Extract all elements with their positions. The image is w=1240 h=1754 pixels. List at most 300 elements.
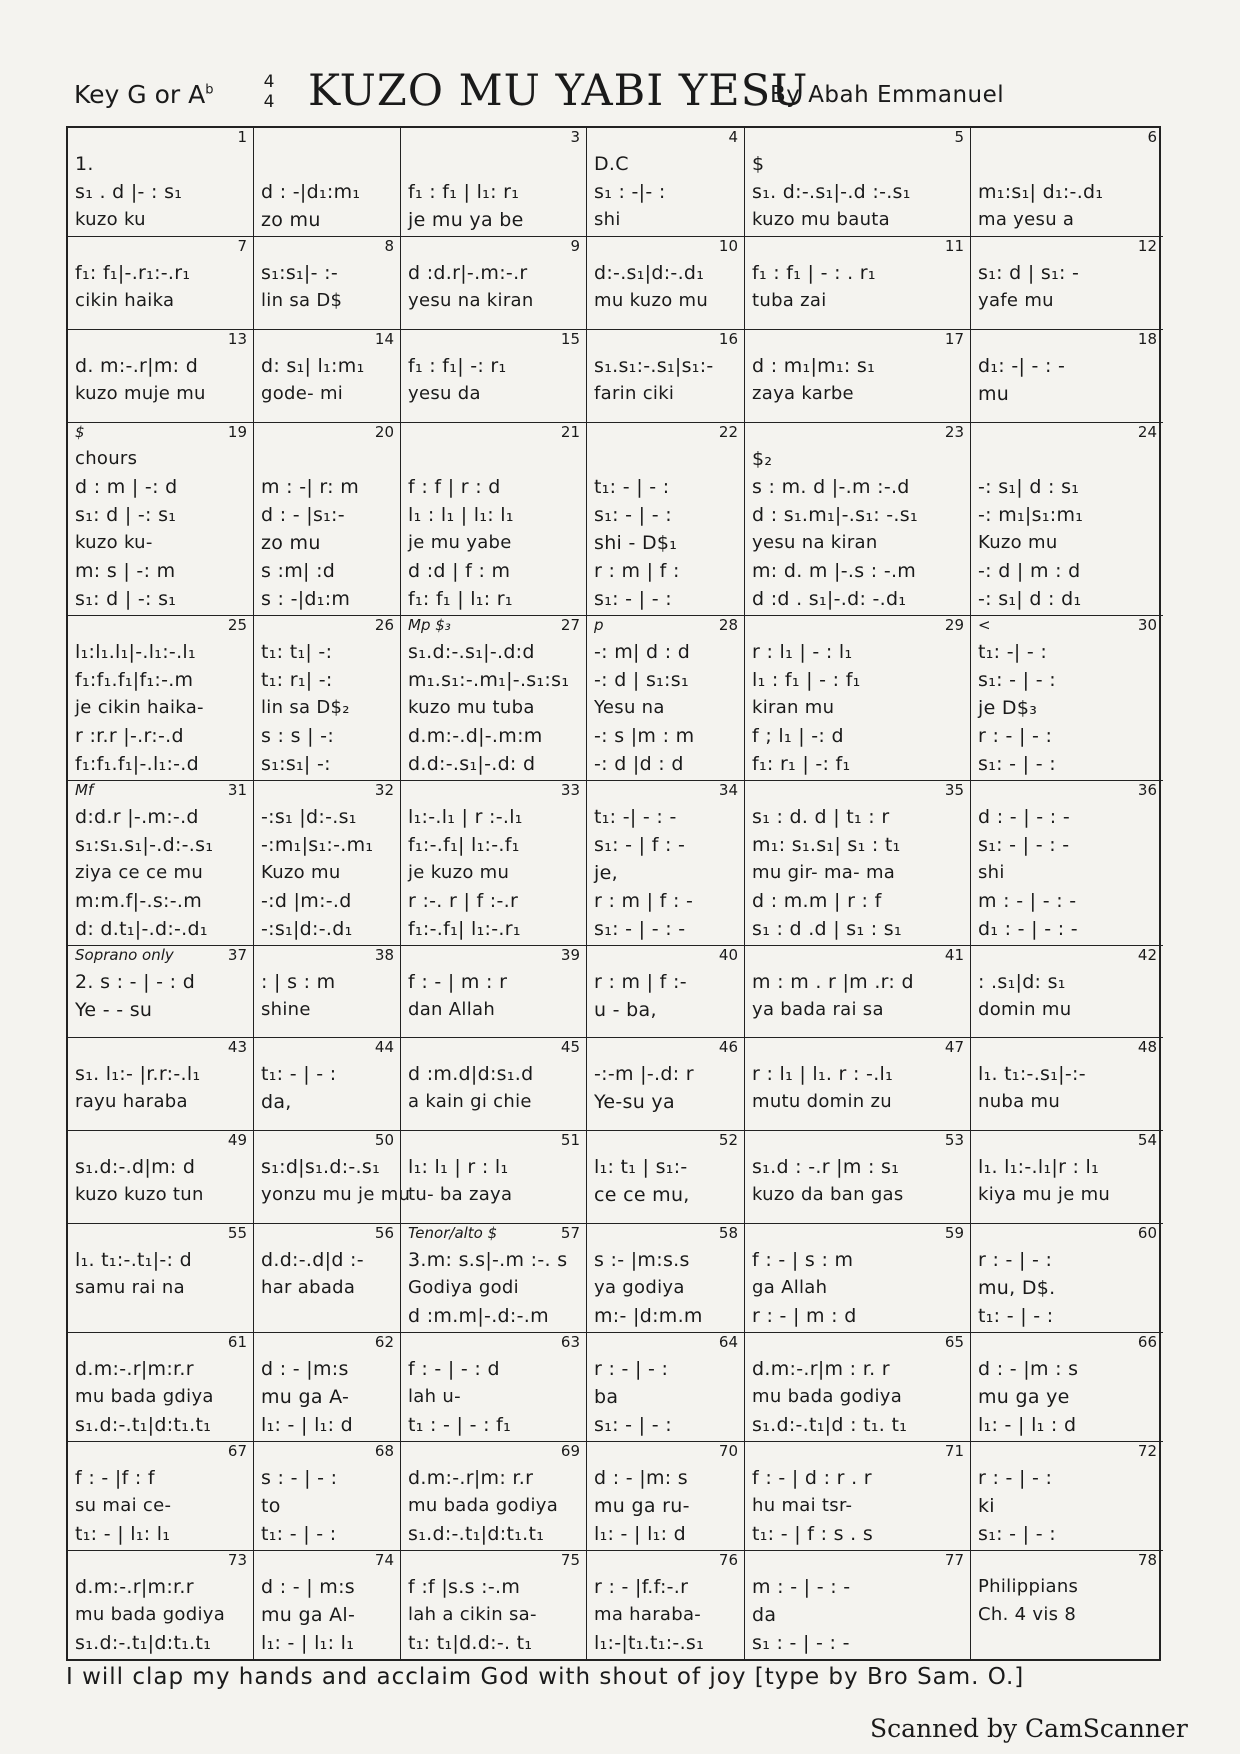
- measure-cell: [745, 237, 971, 330]
- notation-line: mu, D$.: [978, 1277, 1056, 1299]
- measure-cell: [254, 781, 401, 946]
- notation-line: d.m:-.r|m : r. r: [752, 1358, 890, 1380]
- measure-cell: [401, 946, 587, 1039]
- measure-cell: [401, 1333, 587, 1442]
- notation-line: $₂: [752, 447, 773, 470]
- notation-line: har abada: [261, 1277, 356, 1298]
- notation-line: mu kuzo mu: [594, 290, 709, 311]
- notation-line: s₁ : - | - : -: [752, 1632, 850, 1654]
- measure-number: 31: [227, 780, 247, 799]
- notation-line: m: d. m |-.s : -.m: [752, 559, 917, 582]
- measure-cell: [745, 1333, 971, 1442]
- measure-cell: [254, 1442, 401, 1551]
- notation-line: hu mai tsr-: [752, 1495, 853, 1516]
- notation-line: s₁: - | - : -: [978, 833, 1070, 856]
- notation-line: f₁:f₁.f₁|f₁:-.m: [75, 668, 194, 691]
- notation-line: ziya ce ce mu: [75, 861, 204, 883]
- notation-line: d:d.r |-.m:-.d: [75, 805, 199, 828]
- notation-line: d :m.d|d:s₁.d: [408, 1063, 534, 1086]
- measure-number: 65: [944, 1333, 964, 1351]
- notation-line: gode- mi: [261, 382, 344, 404]
- measure-number: 17: [944, 329, 964, 348]
- notation-line: r : m | f :-: [594, 970, 687, 993]
- notation-line: ma haraba-: [594, 1604, 702, 1625]
- notation-line: f : - |f : f: [75, 1467, 155, 1489]
- notation-line: su mai ce-: [75, 1495, 172, 1516]
- measure-cell: [745, 423, 971, 616]
- measure-cell: [68, 128, 254, 237]
- notation-line: s₁.d:-.s₁|-.d:d: [408, 640, 535, 663]
- notation-line: d : m | -: d: [75, 475, 178, 498]
- measure-number: 55: [227, 1224, 247, 1242]
- notation-line: s₁.d : -.r |m : s₁: [752, 1156, 900, 1179]
- measure-number: 64: [718, 1333, 738, 1351]
- measure-cell: [587, 423, 745, 616]
- notation-line: mu bada godiya: [408, 1495, 559, 1516]
- notation-line: -:m₁|s₁:-.m₁: [261, 833, 374, 856]
- notation-line: yesu na kiran: [408, 290, 534, 311]
- measure-number: 45: [560, 1038, 580, 1057]
- measure-cell: [971, 330, 1163, 423]
- notation-line: chours: [75, 447, 138, 469]
- notation-line: -:-m |-.d: r: [594, 1063, 694, 1086]
- measure-number: 54: [1137, 1131, 1157, 1150]
- notation-line: d:-.s₁|d:-.d₁: [594, 262, 705, 284]
- key-flat: b: [205, 82, 214, 98]
- notation-line: f₁:-.f₁| l₁:-.f₁: [408, 833, 520, 856]
- notation-line: kuzo ku: [75, 209, 146, 230]
- notation-line: d : m₁|m₁: s₁: [752, 354, 876, 377]
- notation-line: m : m . r |m .r: d: [752, 970, 914, 993]
- measure-cell: [587, 1551, 745, 1659]
- notation-line: Ye-su ya: [594, 1091, 675, 1114]
- notation-line: kuzo mu tuba: [408, 696, 535, 718]
- notation-line: mu ga ye: [978, 1386, 1070, 1408]
- notation-line: [978, 445, 1158, 473]
- notation-line: -: d | m : d: [978, 559, 1081, 582]
- notation-line: Yesu na: [594, 696, 665, 718]
- measure-number: 69: [560, 1442, 580, 1460]
- measure-marking: <: [978, 615, 991, 634]
- notation-line: t₁: -| - :: [978, 640, 1048, 663]
- notation-line: 1.: [75, 153, 94, 175]
- measure-cell: [587, 128, 745, 237]
- notation-line: m₁.s₁:-.m₁|-.s₁:s₁: [408, 668, 570, 691]
- notation-line: -:d |m:-.d: [261, 889, 352, 912]
- measure-number: 10: [718, 237, 738, 255]
- measure-number: 7: [237, 237, 247, 255]
- notation-line: s₁: - | f : -: [594, 833, 686, 856]
- notation-line: s :m| :d: [261, 559, 336, 582]
- song-title: KUZO MU YABI YESU: [308, 66, 809, 116]
- notation-line: s₁: - | - : -: [594, 917, 686, 940]
- notation-line: m : - | - : -: [978, 889, 1077, 912]
- measure-number: 50: [374, 1131, 394, 1150]
- notation-line: mu gir- ma- ma: [752, 861, 896, 883]
- notation-line: tu- ba zaya: [408, 1184, 513, 1206]
- notation-line: d : - |m: s: [594, 1467, 688, 1489]
- notation-line: l₁:l₁.l₁|-.l₁:-.l₁: [75, 640, 196, 663]
- notation-line: yonzu mu je mu: [261, 1184, 411, 1206]
- notation-line: Kuzo mu: [261, 861, 341, 883]
- notation-line: s₁ : d .d | s₁ : s₁: [752, 917, 902, 940]
- measure-number: 5: [954, 128, 964, 146]
- notation-line: to: [261, 1495, 281, 1517]
- notation-line: r :-. r | f :-.r: [408, 889, 519, 912]
- notation-line: kuzo da ban gas: [752, 1184, 904, 1206]
- notation-line: r : m | f :: [594, 559, 680, 582]
- measure-cell: [254, 237, 401, 330]
- notation-line: [594, 445, 739, 473]
- measure-cell: [745, 781, 971, 946]
- measure-cell: [745, 616, 971, 781]
- notation-line: rayu haraba: [75, 1091, 188, 1113]
- notation-line: u - ba,: [594, 998, 657, 1021]
- notation-line: d : - | m:s: [261, 1576, 355, 1598]
- notation-line: d : - |s₁:-: [261, 503, 345, 526]
- measure-number: 20: [374, 422, 394, 441]
- measure-cell: [745, 1131, 971, 1224]
- notation-line: r : - | - :: [594, 1358, 669, 1380]
- notation-line: je kuzo mu: [408, 861, 510, 883]
- measure-cell: [254, 1131, 411, 1224]
- notation-line: mu bada godiya: [752, 1386, 903, 1407]
- notation-line: shi: [594, 209, 621, 230]
- notation-line: f : - | m : r: [408, 970, 508, 993]
- measure-cell: [254, 1551, 401, 1659]
- notation-line: -:s₁|d:-.d₁: [261, 917, 353, 940]
- notation-line: f ; l₁ | -: d: [752, 724, 844, 747]
- measure-cell: [401, 330, 587, 423]
- measure-cell: [254, 423, 401, 616]
- notation-line: s₁: d | -: s₁: [75, 503, 177, 526]
- measure-cell: [68, 423, 254, 616]
- notation-line: r : - | - :: [978, 1467, 1053, 1489]
- measure-marking: Mp $₃: [408, 615, 451, 634]
- measure-number: 47: [944, 1038, 964, 1057]
- measure-number: 8: [384, 237, 394, 255]
- notation-line: l₁: t₁ | s₁:-: [594, 1156, 688, 1179]
- notation-line: samu rai na: [75, 1277, 185, 1298]
- time-top: 4: [263, 72, 275, 92]
- measure-number: 38: [374, 945, 394, 964]
- measure-cell: [254, 330, 401, 423]
- measure-cell: [254, 1224, 401, 1333]
- notation-line: Kuzo mu: [978, 531, 1058, 553]
- measure-cell: [587, 1131, 745, 1224]
- measure-cell: [745, 330, 971, 423]
- notation-line: kiran mu: [752, 696, 835, 718]
- measure-marking: $: [75, 422, 85, 441]
- notation-line: s₁: - | - :: [594, 503, 672, 526]
- measure-cell: [401, 237, 587, 330]
- notation-line: Ye - - su: [75, 998, 153, 1021]
- notation-line: yesu da: [408, 382, 481, 404]
- measure-number: 39: [560, 945, 580, 964]
- measure-number: 40: [718, 945, 738, 964]
- notation-line: a kain gi chie: [408, 1091, 532, 1113]
- notation-line: mutu domin zu: [752, 1091, 892, 1113]
- measure-number: 42: [1137, 945, 1157, 964]
- measure-number: 41: [944, 945, 964, 964]
- measure-cell: [587, 946, 745, 1039]
- measure-number: 44: [374, 1038, 394, 1057]
- notation-line: ya godiya: [594, 1277, 685, 1298]
- notation-line: f₁ : f₁| -: r₁: [408, 354, 507, 377]
- measure-cell: [254, 946, 401, 1039]
- measure-cell: [745, 1551, 971, 1659]
- notation-line: -:s₁ |d:-.s₁: [261, 805, 357, 828]
- measure-number: 37: [227, 945, 247, 964]
- notation-line: nuba mu: [978, 1091, 1061, 1113]
- measure-cell: [971, 423, 1163, 616]
- measure-cell: [68, 946, 254, 1039]
- measure-cell: [68, 1333, 254, 1442]
- notation-line: d₁ : - | - : -: [978, 917, 1078, 940]
- notation-line: t₁: - | - :: [594, 475, 670, 498]
- measure-cell: [254, 1038, 401, 1131]
- measure-number: 63: [560, 1333, 580, 1351]
- notation-line: r :r.r |-.r:-.d: [75, 724, 184, 747]
- measure-cell: [68, 1224, 254, 1333]
- notation-line: kiya mu je mu: [978, 1184, 1111, 1206]
- measure-cell: [745, 128, 971, 237]
- measure-cell: [68, 1131, 254, 1224]
- notation-line: r : m | f : -: [594, 889, 694, 912]
- measure-number: 53: [944, 1131, 964, 1150]
- measure-number: 9: [570, 237, 580, 255]
- notation-line: D.C: [594, 153, 629, 175]
- measure-number: 18: [1137, 329, 1157, 348]
- notation-line: f₁ : f₁ | l₁: r₁: [408, 181, 520, 203]
- key-signature: Key G or $A^b$: [74, 80, 214, 109]
- notation-line: s₁.d:-.t₁|d:t₁.t₁: [75, 1414, 212, 1436]
- measure-cell: [587, 616, 745, 781]
- measure-cell: [401, 1442, 587, 1551]
- measure-number: 70: [718, 1442, 738, 1460]
- notation-line: s₁.d:-.t₁|d:t₁.t₁: [75, 1632, 212, 1654]
- measure-number: 28: [718, 615, 738, 634]
- notation-line: zo mu: [261, 209, 321, 231]
- measure-cell: [401, 1551, 587, 1659]
- notation-line: lin sa D$: [261, 290, 343, 311]
- notation-line: f :f |s.s :-.m: [408, 1576, 521, 1598]
- notation-line: -: d |d : d: [594, 752, 684, 775]
- measure-number: 22: [718, 422, 738, 441]
- notation-line: d: d.t₁|-.d:-.d₁: [75, 917, 208, 940]
- measure-number: 43: [227, 1038, 247, 1057]
- notation-line: s₁.d:-.d|m: d: [75, 1156, 196, 1179]
- notation-line: m:m.f|-.s:-.m: [75, 889, 203, 912]
- notation-line: m : - | - : -: [752, 1576, 851, 1598]
- measure-number: 13: [227, 329, 247, 348]
- measure-cell: [971, 128, 1163, 237]
- notation-line: s₁: d | s₁: -: [978, 262, 1080, 284]
- measure-cell: [68, 1551, 254, 1659]
- notation-line: ki: [978, 1495, 995, 1517]
- measure-number: 24: [1137, 422, 1157, 441]
- notation-line: l₁. l₁:-.l₁|r : l₁: [978, 1156, 1100, 1179]
- measure-cell: [971, 1551, 1163, 1659]
- notation-line: kuzo mu bauta: [752, 209, 890, 230]
- notation-line: r : - | m : d: [752, 1305, 857, 1327]
- notation-line: [408, 150, 581, 178]
- measure-cell: [587, 781, 745, 946]
- notation-line: dan Allah: [408, 998, 496, 1020]
- notation-line: -: d | s₁:s₁: [594, 668, 689, 691]
- notation-line: -: m| d : d: [594, 640, 691, 663]
- measure-cell: [68, 1038, 254, 1131]
- measure-number: 76: [718, 1551, 738, 1569]
- notation-line: d.d:-.s₁|-.d: d: [408, 752, 536, 775]
- notation-line: l₁: - | l₁: l₁: [261, 1632, 355, 1654]
- measure-number: 36: [1137, 780, 1157, 799]
- notation-line: s₁: - | - :: [594, 1414, 672, 1436]
- time-bottom: 4: [263, 92, 275, 112]
- notation-line: d : s₁.m₁|-.s₁: -.s₁: [752, 503, 918, 526]
- notation-line: s₁. l₁:- |r.r:-.l₁: [75, 1063, 201, 1086]
- measure-number: 72: [1137, 1442, 1157, 1460]
- notation-line: d : - |m:s: [261, 1358, 349, 1380]
- notation-line: f : - | - : d: [408, 1358, 500, 1380]
- measure-marking: Tenor/alto $: [408, 1224, 498, 1242]
- notation-line: f₁: r₁ | -: f₁: [752, 752, 851, 775]
- scanner-watermark: Scanned by CamScanner: [870, 1714, 1188, 1743]
- measure-number: 77: [944, 1551, 964, 1569]
- notation-line: d.m:-.r|m:r.r: [75, 1576, 194, 1598]
- measure-number: 15: [560, 329, 580, 348]
- notation-line: t₁: - | - :: [261, 1523, 337, 1545]
- measure-cell: [401, 1038, 587, 1131]
- measure-number: 30: [1137, 615, 1157, 634]
- measure-cell: [68, 330, 254, 423]
- notation-line: t₁: - | f : s . s: [752, 1523, 874, 1545]
- measure-cell: [254, 128, 401, 237]
- measure-cell: [254, 616, 401, 781]
- notation-line: f₁: f₁|-.r₁:-.r₁: [75, 262, 191, 284]
- notation-line: d : - | - : -: [978, 805, 1070, 828]
- measure-number: 4: [728, 128, 738, 146]
- notation-line: d :d.r|-.m:-.r: [408, 262, 528, 284]
- measure-number: 32: [374, 780, 394, 799]
- measure-number: 19: [227, 422, 247, 441]
- notation-line: s₁.s₁:-.s₁|s₁:-: [594, 354, 714, 377]
- measure-number: 11: [944, 237, 964, 255]
- notation-line: l₁ : f₁ | - : f₁: [752, 668, 861, 691]
- notation-line: [978, 150, 1158, 178]
- notation-line: mu bada godiya: [75, 1604, 226, 1625]
- measure-cell: [401, 1131, 587, 1224]
- notation-line: shi - D$₁: [594, 531, 678, 554]
- notation-line: 2. s : - | - : d: [75, 970, 196, 993]
- measure-cell: [745, 1224, 971, 1333]
- notation-line: s₁. d:-.s₁|-.d :-.s₁: [752, 181, 911, 203]
- notation-line: t₁: - | - :: [261, 1063, 337, 1086]
- notation-line: $: [752, 153, 765, 175]
- notation-line: t₁ : - | - : f₁: [408, 1414, 512, 1436]
- measure-cell: [971, 1333, 1163, 1442]
- notation-line: t₁: r₁| -:: [261, 668, 333, 691]
- measure-cell: [587, 1224, 745, 1333]
- notation-line: -: m₁|s₁:m₁: [978, 503, 1084, 526]
- measure-number: 66: [1137, 1333, 1157, 1351]
- measure-number: 52: [718, 1131, 738, 1150]
- measure-number: 71: [944, 1442, 964, 1460]
- notation-line: f₁ : f₁ | - : . r₁: [752, 262, 876, 284]
- notation-line: t₁: -| - : -: [594, 805, 677, 828]
- notation-line: kuzo muje mu: [75, 382, 206, 404]
- notation-line: t₁: t₁| -:: [261, 640, 333, 663]
- notation-line: mu: [978, 382, 1010, 405]
- notation-line: shi: [978, 861, 1005, 883]
- notation-line: Godiya godi: [408, 1277, 519, 1298]
- notation-line: lin sa D$₂: [261, 696, 350, 718]
- measure-cell: [401, 781, 587, 946]
- measure-number: 57: [560, 1224, 580, 1242]
- measure-number: 3: [570, 128, 580, 146]
- notation-line: je,: [594, 861, 618, 884]
- notation-line: d :m.m|-.d:-.m: [408, 1305, 549, 1327]
- measure-cell: [68, 1442, 254, 1551]
- notation-line: s₁ . d |- : s₁: [75, 181, 183, 203]
- notation-line: d : m.m | r : f: [752, 889, 882, 912]
- notation-line: ga Allah: [752, 1277, 828, 1298]
- notation-line: m : -| r: m: [261, 475, 360, 498]
- notation-line: d : -|d₁:m₁: [261, 181, 361, 203]
- measure-cell: [745, 1442, 971, 1551]
- notation-line: tuba zai: [752, 290, 827, 311]
- notation-line: da,: [261, 1091, 292, 1114]
- notation-line: s₁: - | - :: [978, 752, 1056, 775]
- sheet-header: [70, 62, 1170, 122]
- notation-line: d :d | f : m: [408, 559, 511, 582]
- measure-cell: [971, 1442, 1163, 1551]
- notation-line: r : l₁ | l₁. r : -.l₁: [752, 1063, 894, 1086]
- notation-line: ce ce mu,: [594, 1184, 690, 1207]
- notation-line: [408, 445, 581, 473]
- notation-line: f : - | d : r . r: [752, 1467, 872, 1489]
- measure-number: 61: [227, 1333, 247, 1351]
- notation-line: s : - | - :: [261, 1467, 338, 1489]
- notation-line: s : s | -:: [261, 724, 335, 747]
- notation-line: s₁.d:-.t₁|d : t₁. t₁: [752, 1414, 908, 1436]
- measure-number: 6: [1147, 128, 1157, 146]
- measure-number: 48: [1137, 1038, 1157, 1057]
- notation-line: lah a cikin sa-: [408, 1604, 537, 1625]
- measure-number: 26: [374, 615, 394, 634]
- notation-line: l₁: l₁ | r : l₁: [408, 1156, 509, 1179]
- notation-line: ba: [594, 1386, 619, 1408]
- notation-line: s :- |m:s.s: [594, 1249, 690, 1271]
- notation-line: f : f | r : d: [408, 475, 501, 498]
- measure-cell: [587, 330, 745, 423]
- notation-line: m₁:s₁| d₁:-.d₁: [978, 181, 1104, 203]
- notation-line: l₁:-|t₁.t₁:-.s₁: [594, 1632, 705, 1654]
- notation-line: s₁.d:-.t₁|d:t₁.t₁: [408, 1523, 545, 1545]
- measure-number: 29: [944, 615, 964, 634]
- notation-line: kuzo ku-: [75, 531, 153, 553]
- measure-cell: [68, 616, 254, 781]
- measure-cell: [254, 1333, 401, 1442]
- notation-line: s : m. d |-.m :-.d: [752, 475, 910, 498]
- notation-line: d. m:-.r|m: d: [75, 354, 199, 377]
- measure-number: 25: [227, 615, 247, 634]
- notation-line: zaya karbe: [752, 382, 854, 404]
- notation-line: cikin haika: [75, 290, 175, 311]
- notation-line: l₁: - | l₁ : d: [978, 1414, 1077, 1436]
- notation-line: -: s |m : m: [594, 724, 695, 747]
- measure-number: 33: [560, 780, 580, 799]
